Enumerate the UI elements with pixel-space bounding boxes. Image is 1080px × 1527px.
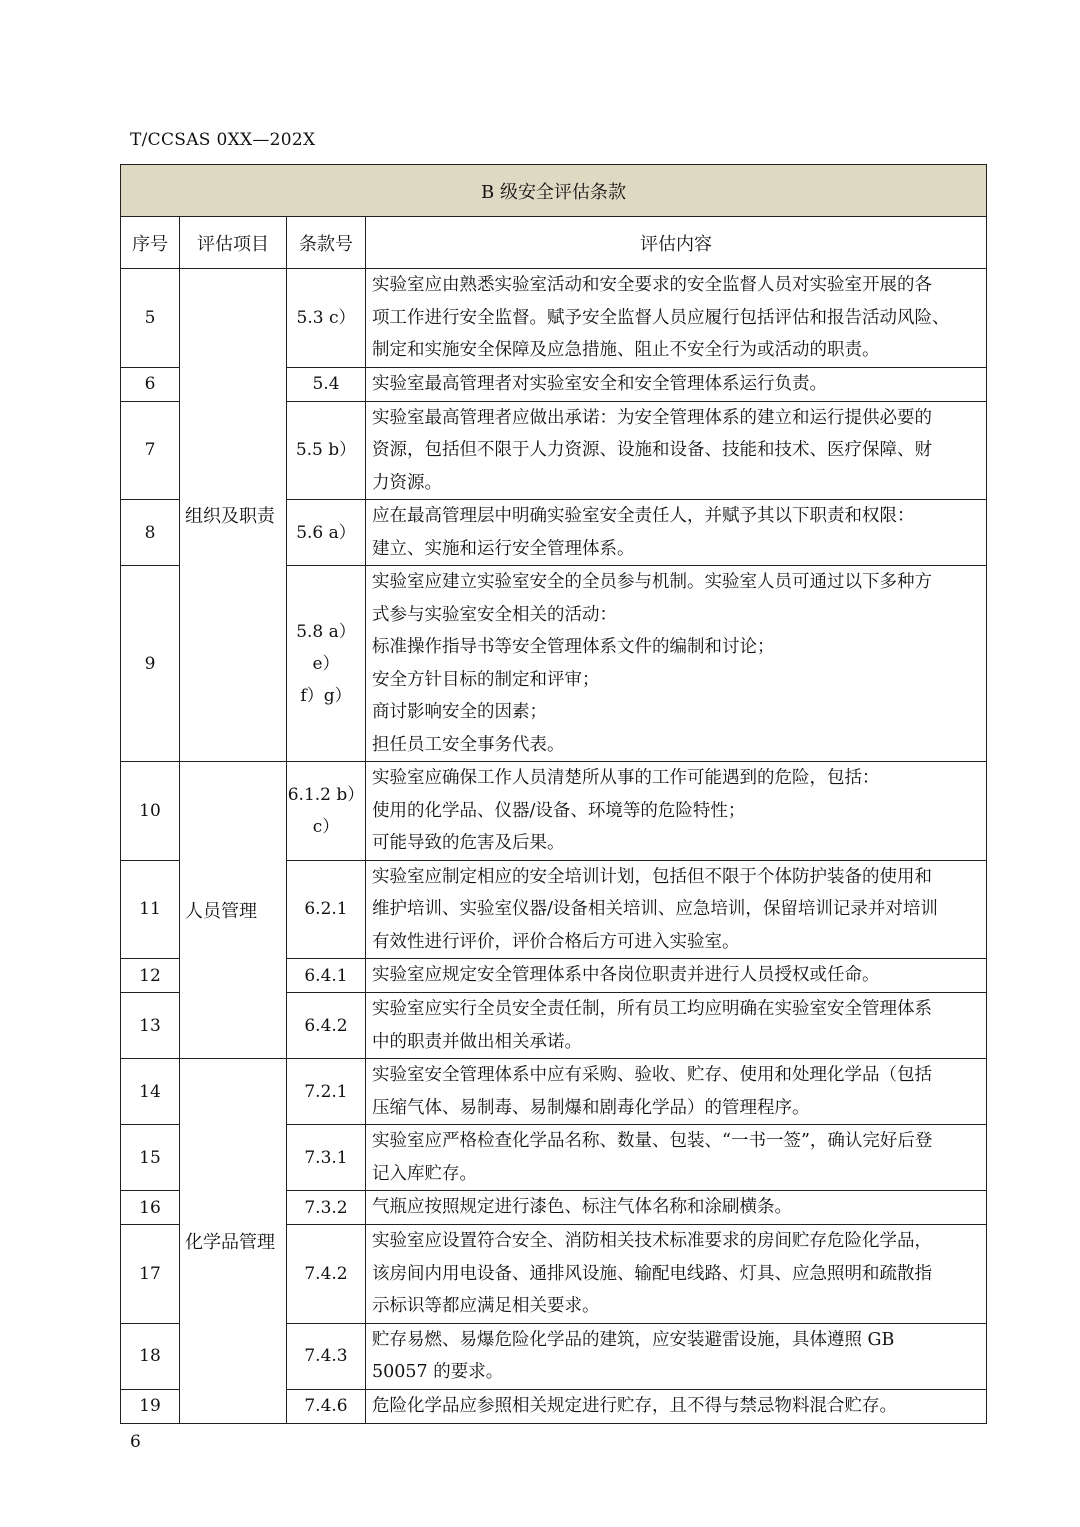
content-line: 实验室应规定安全管理体系中各岗位职责并进行人员授权或任命。	[372, 965, 880, 986]
content-line: 实验室应建立实验室安全的全员参与机制。实验室人员可通过以下多种方	[372, 572, 932, 592]
clause-line: 7.3.1	[304, 1147, 348, 1168]
row-clause	[287, 860, 366, 959]
row-seq: 17	[121, 1225, 180, 1324]
row-seq: 9	[121, 566, 180, 762]
content-line: 标准操作指导书等安全管理体系文件的编制和讨论；	[372, 637, 775, 657]
row-content	[366, 566, 987, 762]
content-line: 力资源。	[372, 472, 442, 493]
clause-line: f）g）	[300, 685, 352, 706]
row-content	[366, 1059, 987, 1125]
row-content	[366, 860, 987, 959]
document-code: T/CCSAS 0XX—202X	[130, 130, 316, 150]
content-line: 实验室最高管理者对实验室安全和安全管理体系运行负责。	[372, 373, 827, 394]
assessment-table	[120, 164, 987, 1424]
content-line: 实验室最高管理者应做出承诺：为安全管理体系的建立和运行提供必要的	[372, 407, 932, 428]
row-content	[366, 762, 987, 861]
column-header-clause: 条款号	[287, 217, 366, 269]
row-clause	[287, 367, 366, 401]
column-header-seq: 序号	[121, 217, 180, 269]
clause-line: 5.6 a）	[296, 522, 356, 543]
clause-line: 5.3 c）	[296, 307, 356, 328]
row-seq: 19	[121, 1389, 180, 1423]
row-clause	[287, 566, 366, 762]
content-line: 危险化学品应参照相关规定进行贮存，且不得与禁忌物料混合贮存。	[372, 1395, 897, 1416]
row-clause	[287, 500, 366, 566]
row-clause	[287, 1125, 366, 1191]
row-seq: 13	[121, 993, 180, 1059]
content-line: 记入库贮存。	[372, 1163, 477, 1184]
clause-line: 5.4	[312, 374, 340, 394]
content-line: 实验室应由熟悉实验室活动和安全要求的安全监督人员对实验室开展的各	[372, 275, 932, 295]
row-seq: 16	[121, 1191, 180, 1225]
table-row	[121, 762, 987, 861]
clause-line: 6.1.2 b）	[287, 784, 365, 805]
row-clause	[287, 762, 366, 861]
row-content	[366, 401, 987, 500]
content-line: 50057 的要求。	[372, 1362, 504, 1382]
row-seq: 11	[121, 860, 180, 959]
row-seq: 7	[121, 401, 180, 500]
clause-line: 7.4.6	[304, 1396, 348, 1416]
content-line: 实验室安全管理体系中应有采购、验收、贮存、使用和处理化学品（包括	[372, 1065, 932, 1085]
row-clause	[287, 993, 366, 1059]
row-content	[366, 1389, 987, 1423]
content-line: 制定和实施安全保障及应急措施、阻止不安全行为或活动的职责。	[372, 340, 880, 360]
content-line: 商讨影响安全的因素；	[372, 702, 547, 722]
column-header-content: 评估内容	[366, 217, 987, 269]
content-line: 维护培训、实验室仪器/设备相关培训、应急培训，保留培训记录并对培训	[372, 899, 938, 919]
row-content	[366, 959, 987, 993]
content-line: 该房间内用电设备、通排风设施、输配电线路、灯具、应急照明和疏散指	[372, 1263, 932, 1284]
clause-line: 6.4.1	[304, 965, 348, 986]
clause-line: 6.2.1	[304, 899, 348, 920]
content-line: 气瓶应按照规定进行漆色、标注气体名称和涂刷横条。	[372, 1197, 792, 1218]
row-content	[366, 993, 987, 1059]
content-line: 可能导致的危害及后果。	[372, 833, 565, 853]
row-seq: 15	[121, 1125, 180, 1191]
content-line: 实验室应实行全员安全责任制，所有员工均应明确在实验室安全管理体系	[372, 999, 932, 1019]
clause-line: 6.4.2	[304, 1015, 348, 1036]
row-clause	[287, 1389, 366, 1423]
content-line: 担任员工安全事务代表。	[372, 734, 565, 755]
clause-line: 7.3.2	[304, 1197, 348, 1218]
content-line: 实验室应严格检查化学品名称、数量、包装、“一书一签”，确认完好后登	[372, 1131, 933, 1151]
row-content	[366, 1323, 987, 1389]
content-line: 实验室应设置符合安全、消防相关技术标准要求的房间贮存危险化学品，	[372, 1231, 932, 1251]
row-seq: 18	[121, 1323, 180, 1389]
clause-line: c）	[312, 816, 340, 837]
content-line: 建立、实施和运行安全管理体系。	[372, 538, 635, 559]
row-clause	[287, 959, 366, 993]
row-content	[366, 269, 987, 368]
category-cell: 组织及职责	[180, 269, 287, 762]
row-seq: 14	[121, 1059, 180, 1125]
row-content	[366, 500, 987, 566]
clause-line: 7.4.3	[304, 1346, 348, 1366]
row-clause	[287, 1059, 366, 1125]
content-line: 资源，包括但不限于人力资源、设施和设备、技能和技术、医疗保障、财	[372, 440, 932, 460]
content-line: 示标识等都应满足相关要求。	[372, 1296, 600, 1316]
content-line: 贮存易燃、易爆危险化学品的建筑，应安装避雷设施，具体遵照 GB	[372, 1329, 895, 1350]
page-number: 6	[130, 1432, 141, 1452]
content-line: 安全方针目标的制定和评审；	[372, 669, 600, 690]
content-line: 压缩气体、易制毒、易制爆和剧毒化学品）的管理程序。	[372, 1097, 810, 1118]
table-header-row	[121, 217, 987, 269]
row-seq: 10	[121, 762, 180, 861]
category-cell: 化学品管理	[180, 1059, 287, 1424]
clause-line: 7.2.1	[304, 1081, 348, 1102]
row-seq: 6	[121, 367, 180, 401]
content-line: 式参与实验室安全相关的活动：	[372, 604, 617, 625]
row-clause	[287, 1191, 366, 1225]
content-line: 使用的化学品、仪器/设备、环境等的危险特性；	[372, 800, 746, 821]
content-line: 实验室应制定相应的安全培训计划，包括但不限于个体防护装备的使用和	[372, 866, 932, 887]
content-line: 实验室应确保工作人员清楚所从事的工作可能遇到的危险，包括：	[372, 768, 880, 788]
row-content	[366, 1191, 987, 1225]
content-line: 项工作进行安全监督。赋予安全监督人员应履行包括评估和报告活动风险、	[372, 307, 950, 328]
table-row	[121, 1059, 987, 1125]
row-clause	[287, 1323, 366, 1389]
clause-line: 5.8 a）e）	[296, 621, 356, 674]
row-clause	[287, 1225, 366, 1324]
row-clause	[287, 269, 366, 368]
clause-line: 5.5 b）	[295, 440, 357, 461]
row-content	[366, 1125, 987, 1191]
table-body	[121, 269, 987, 1424]
content-line: 有效性进行评价，评价合格后方可进入实验室。	[372, 931, 740, 952]
row-content	[366, 1225, 987, 1324]
column-header-item: 评估项目	[180, 217, 287, 269]
row-content	[366, 367, 987, 401]
row-clause	[287, 401, 366, 500]
row-seq: 12	[121, 959, 180, 993]
row-seq: 8	[121, 500, 180, 566]
table-row	[121, 269, 987, 368]
category-cell: 人员管理	[180, 762, 287, 1059]
row-seq: 5	[121, 269, 180, 368]
content-line: 中的职责并做出相关承诺。	[372, 1031, 582, 1052]
table-title: B 级安全评估条款	[121, 165, 987, 217]
clause-line: 7.4.2	[304, 1263, 348, 1284]
content-line: 应在最高管理层中明确实验室安全责任人，并赋予其以下职责和权限：	[372, 506, 915, 526]
